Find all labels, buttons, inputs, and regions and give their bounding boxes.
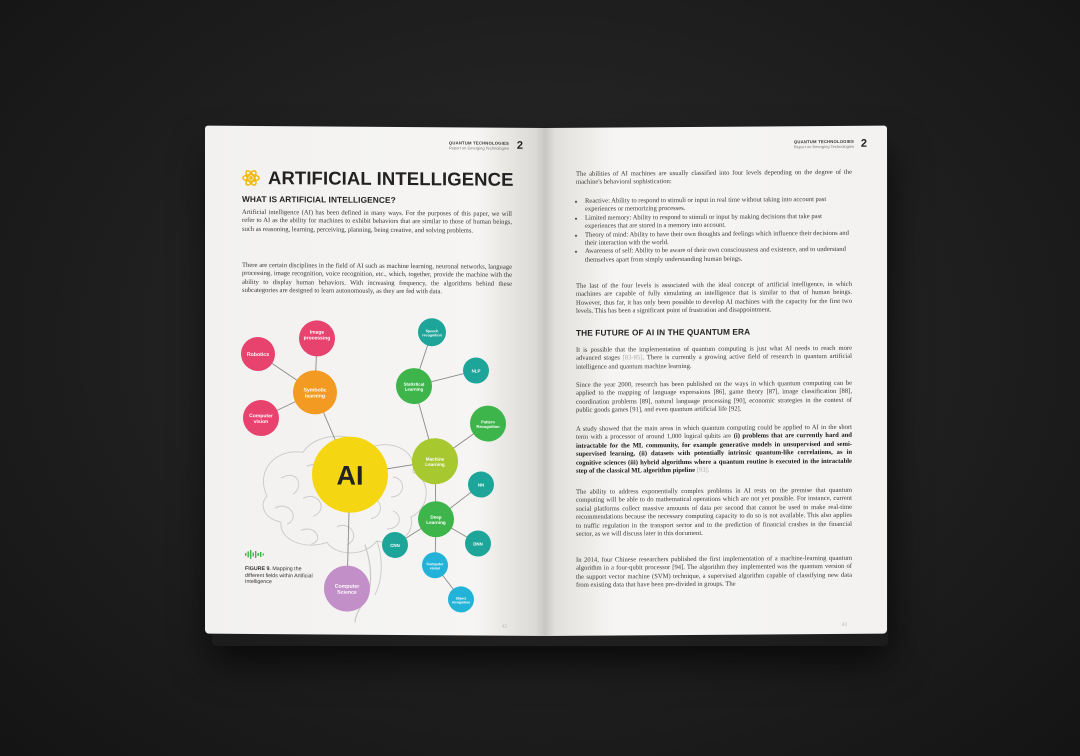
- paragraph-text: A study showed that the main areas in which quantum computing could be applied to AI in the short term with a processor of around 1,000 logical qubits are: [576, 423, 852, 442]
- node-deep-learning: [418, 501, 454, 537]
- paragraph-complex-problems: The ability to address exponentially complex problems in AI rests on the premise that quantum computing will be able to do mathematical operations which are not yet possible. For instance, current social platforms collect massive amounts of data per second that cannot be used to make real-time recommendations because the necessary computing capacity to do so is not available. This also applies to traffic regulation in the transport sector and to the prediction of financial crashes in the financial sector, as we will discuss later in this document.: [576, 486, 852, 538]
- node-label: Speech recognition: [422, 329, 442, 338]
- header-subtitle: Report on Emerging Technologies: [793, 143, 854, 150]
- header-subtitle: Report on Emerging Technologies: [448, 145, 509, 151]
- bold-text: (i) problems that are currently hard and intractable for the ML community, for example generative models in unsupervised and semi-supervised learning, (ii) datasets with potentially intrinsic quantum-like correlations, as in cognitive sciences (iii) hybrid algorithms where a quantum routine is executed in the intractable step of the classical ML algorithm pipeline: [576, 432, 852, 475]
- right-page: [545, 126, 887, 636]
- running-header: [794, 139, 854, 149]
- chapter-number: 2: [860, 137, 867, 150]
- node-label: Computer vision: [426, 562, 444, 571]
- page-number: 42: [501, 623, 507, 630]
- node-statistical-learning: [396, 368, 432, 404]
- paragraph-text: It is possible that the implementation of quantum computing is just what AI needs to reach more advanced stages: [576, 344, 852, 363]
- node-label: Pattern Recognition: [476, 419, 500, 430]
- node-label: Machine Learning: [425, 456, 445, 468]
- node-cnn: [382, 532, 408, 558]
- node-label: Deep Learning: [426, 514, 446, 526]
- section-heading: WHAT IS ARTIFICIAL INTELLIGENCE?: [242, 193, 396, 205]
- citation-link[interactable]: [93].: [695, 466, 710, 474]
- header-title: QUANTUM TECHNOLOGIES: [793, 138, 854, 145]
- citation-link[interactable]: [83-85]: [622, 354, 643, 362]
- node-symbolic-learning: [293, 370, 337, 414]
- node-robotics: [241, 337, 275, 371]
- node-label: Computer Science: [334, 583, 360, 596]
- list-item: • Awareness of self: Ability to be aware of their own consciousness and existence, and to understand themselves apart from simply understanding human beings.: [585, 246, 853, 265]
- node-label: AI: [336, 460, 364, 491]
- intro-paragraph: The abilities of AI machines are usually classified into four levels depending on the degree of the machine's behavioral sophistication:: [576, 168, 852, 187]
- node-label: Computer vision: [249, 413, 273, 426]
- node-ai-center: [312, 436, 388, 513]
- ai-fields-diagram: [205, 126, 545, 636]
- soundwave-icon: [245, 550, 267, 559]
- node-object-recognition: [448, 586, 474, 612]
- list-item: • Reactive: Ability to respond to stimuli or input in real time without taking into account past experiences or memorizing processes.: [585, 196, 853, 215]
- node-label: Image processing: [303, 329, 331, 342]
- node-computer-science: [324, 565, 370, 611]
- paragraph-last-level: The last of the four levels is associated with the ideal concept of artificial intelligence, in which machines are capable of fully simulating an intelligence that is similar to that of human beings. However, thus far, it has only been possible to develop AI machines with the capacity for the first two levels. This has been a significant point of frustration and disappointment.: [576, 280, 852, 316]
- figure-caption: [245, 566, 317, 586]
- paragraph-research: Since the year 2000, research has been published on the ways in which quantum computing can be applied to the mapping of language expressions [86], game theory [87], image classification [88], coordination problems [89], natural language processing [90], economic strategies in the context of public goods games [91], and even quantum artificial life [92].: [576, 379, 852, 415]
- node-image-processing: [299, 320, 335, 356]
- node-speech-recognition: [418, 318, 446, 346]
- node-label: NN: [477, 482, 485, 488]
- node-pattern-recognition: [470, 405, 506, 441]
- node-label: DNN: [473, 541, 483, 547]
- node-computer-vision: [243, 400, 279, 436]
- list-item: • Limited memory: Ability to respond to stimuli or input by making decisions that take past experiences that are stored in a memory into account.: [585, 213, 853, 232]
- header-title: QUANTUM TECHNOLOGIES: [448, 140, 509, 146]
- chapter-number: 2: [516, 139, 523, 152]
- section-heading: THE FUTURE OF AI IN THE QUANTUM ERA: [576, 326, 751, 338]
- page-number: 43: [841, 621, 847, 628]
- node-label: Symbolic learning: [303, 387, 327, 400]
- paragraph-2014: In 2014, four Chinese researchers published the first implementation of a machine-learning quantum algorithm in a four-qubit processor [94]. The algorithm they implemented was the quantum version of the support vector machine (SVM) technique, a supervised algorithm capable of classifying new data from existing data that have been pre-divided in groups. The: [576, 554, 852, 590]
- paragraph-1: Artificial intelligence (AI) has been defined in many ways. For the purposes of this paper, we will refer to AI as the ability for machines to exhibit behaviors that are similar to those of human beings, such as reasoning, learning, perceiving, planning, being creative, and solving problems.: [242, 208, 512, 235]
- node-label: Robotics: [246, 351, 270, 359]
- node-label: CNN: [390, 542, 400, 548]
- node-label: Statistical Learning: [403, 381, 425, 392]
- levels-list: [576, 196, 853, 265]
- node-machine-learning: [412, 438, 458, 484]
- left-page: [205, 126, 545, 636]
- paragraph-text: . There is currently a growing active field of research in quantum artificial intelligence and quantum machine learning.: [576, 353, 852, 371]
- figure-caption-text: Mapping the different fields within Artificial Intelligence: [245, 566, 313, 586]
- node-nlp: [463, 357, 489, 383]
- figure-label: FIGURE 9.: [245, 565, 271, 573]
- paragraph-2: There are certain disciplines in the field of AI such as machine learning, neuronal networks, language processing, image recognition, voice recognition, etc., which, together, provide the machine with the ability to display human behaviors. With increasing frequency, the algorithms behind these subcategories are designed to learn autonomously, as they are fed with data.: [242, 261, 512, 296]
- paragraph-quantum-ai: [576, 345, 852, 372]
- node-label: Object recognition: [451, 596, 471, 605]
- node-dnn: [465, 530, 491, 556]
- node-computer-vision-2: [422, 552, 448, 578]
- node-nn: [468, 471, 494, 497]
- open-booklet: [205, 128, 887, 640]
- node-label: NLP: [471, 368, 481, 374]
- page-title: ARTIFICIAL INTELLIGENCE: [268, 167, 514, 190]
- list-item: • Theory of mind: Ability to have their own thoughts and feelings which influence their decisions and their interaction with the world.: [585, 229, 853, 248]
- paragraph-study: [576, 424, 852, 476]
